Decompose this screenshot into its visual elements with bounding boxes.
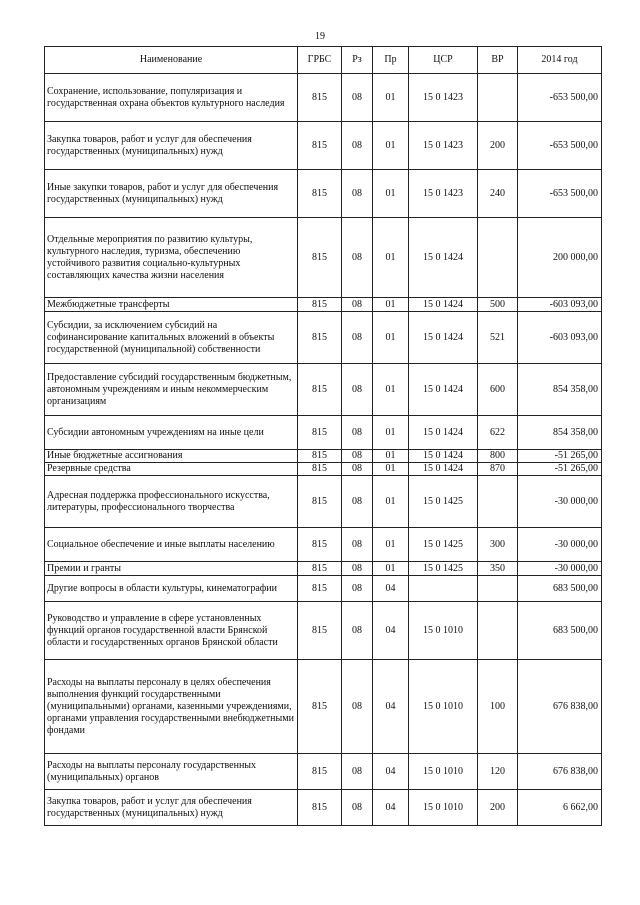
row-name: Руководство и управление в сфере установленных функций органов государственной власти Брянской области и государственных органов Брянской области <box>45 602 298 660</box>
row-vr: 350 <box>478 562 518 576</box>
table-row <box>45 660 602 754</box>
row-rz: 08 <box>342 450 373 463</box>
header-csr: ЦСР <box>409 47 478 74</box>
table-row <box>45 754 602 790</box>
row-vr <box>478 602 518 660</box>
row-csr: 15 0 1425 <box>409 528 478 562</box>
row-vr: 600 <box>478 364 518 416</box>
row-grbs: 815 <box>298 602 342 660</box>
row-rz: 08 <box>342 660 373 754</box>
row-amount: -30 000,00 <box>518 476 602 528</box>
row-name: Адресная поддержка профессионального искусства, литературы, профессионального творчества <box>45 476 298 528</box>
row-name: Премии и гранты <box>45 562 298 576</box>
row-grbs: 815 <box>298 312 342 364</box>
row-name: Закупка товаров, работ и услуг для обеспечения государственных (муниципальных) нужд <box>45 122 298 170</box>
row-vr <box>478 218 518 298</box>
row-vr <box>478 74 518 122</box>
row-grbs: 815 <box>298 528 342 562</box>
row-rz: 08 <box>342 122 373 170</box>
row-pr: 01 <box>373 74 409 122</box>
row-rz: 08 <box>342 790 373 826</box>
row-name: Другие вопросы в области культуры, кинематографии <box>45 576 298 602</box>
row-rz: 08 <box>342 463 373 476</box>
row-name: Резервные средства <box>45 463 298 476</box>
row-rz: 08 <box>342 364 373 416</box>
row-amount: -603 093,00 <box>518 298 602 312</box>
row-csr: 15 0 1424 <box>409 364 478 416</box>
table-row <box>45 74 602 122</box>
row-pr: 04 <box>373 602 409 660</box>
row-amount: -653 500,00 <box>518 122 602 170</box>
table-row <box>45 122 602 170</box>
row-csr: 15 0 1423 <box>409 74 478 122</box>
row-rz: 08 <box>342 298 373 312</box>
row-vr: 200 <box>478 122 518 170</box>
header-name: Наименование <box>45 47 298 74</box>
row-rz: 08 <box>342 754 373 790</box>
row-csr: 15 0 1424 <box>409 312 478 364</box>
row-grbs: 815 <box>298 463 342 476</box>
header-pr: Пр <box>373 47 409 74</box>
row-vr: 300 <box>478 528 518 562</box>
table-row <box>45 602 602 660</box>
row-amount: -653 500,00 <box>518 170 602 218</box>
row-rz: 08 <box>342 218 373 298</box>
table-row <box>45 170 602 218</box>
table-row <box>45 463 602 476</box>
row-csr: 15 0 1424 <box>409 298 478 312</box>
row-name: Иные закупки товаров, работ и услуг для обеспечения государственных (муниципальных) нужд <box>45 170 298 218</box>
row-amount: -30 000,00 <box>518 528 602 562</box>
row-amount: 6 662,00 <box>518 790 602 826</box>
row-csr <box>409 576 478 602</box>
row-amount: -51 265,00 <box>518 450 602 463</box>
row-grbs: 815 <box>298 562 342 576</box>
row-amount: 683 500,00 <box>518 602 602 660</box>
row-vr: 240 <box>478 170 518 218</box>
row-grbs: 815 <box>298 416 342 450</box>
row-grbs: 815 <box>298 576 342 602</box>
row-amount: 683 500,00 <box>518 576 602 602</box>
row-vr <box>478 476 518 528</box>
row-rz: 08 <box>342 416 373 450</box>
row-grbs: 815 <box>298 660 342 754</box>
row-amount: 854 358,00 <box>518 364 602 416</box>
row-csr: 15 0 1424 <box>409 416 478 450</box>
table-row <box>45 364 602 416</box>
row-pr: 01 <box>373 416 409 450</box>
row-vr: 200 <box>478 790 518 826</box>
row-csr: 15 0 1424 <box>409 218 478 298</box>
row-csr: 15 0 1423 <box>409 170 478 218</box>
row-amount: 200 000,00 <box>518 218 602 298</box>
row-grbs: 815 <box>298 122 342 170</box>
row-rz: 08 <box>342 528 373 562</box>
row-vr <box>478 576 518 602</box>
header-vr: ВР <box>478 47 518 74</box>
header-rz: Рз <box>342 47 373 74</box>
row-name: Сохранение, использование, популяризация и государственная охрана объектов культурного наследия <box>45 74 298 122</box>
row-rz: 08 <box>342 576 373 602</box>
table-row <box>45 312 602 364</box>
row-csr: 15 0 1424 <box>409 450 478 463</box>
row-amount: 676 838,00 <box>518 660 602 754</box>
table-row <box>45 476 602 528</box>
row-rz: 08 <box>342 476 373 528</box>
row-csr: 15 0 1010 <box>409 754 478 790</box>
row-vr: 800 <box>478 450 518 463</box>
row-grbs: 815 <box>298 298 342 312</box>
page-number: 19 <box>315 31 325 42</box>
header-grbs: ГРБС <box>298 47 342 74</box>
row-pr: 01 <box>373 298 409 312</box>
row-rz: 08 <box>342 170 373 218</box>
row-vr: 100 <box>478 660 518 754</box>
row-rz: 08 <box>342 602 373 660</box>
row-vr: 521 <box>478 312 518 364</box>
row-name: Предоставление субсидий государственным бюджетным, автономным учреждениям и иным некоммерческим организациям <box>45 364 298 416</box>
row-grbs: 815 <box>298 476 342 528</box>
row-vr: 120 <box>478 754 518 790</box>
row-vr: 622 <box>478 416 518 450</box>
row-grbs: 815 <box>298 364 342 416</box>
row-csr: 15 0 1010 <box>409 660 478 754</box>
row-amount: -51 265,00 <box>518 463 602 476</box>
row-grbs: 815 <box>298 170 342 218</box>
row-pr: 04 <box>373 660 409 754</box>
row-pr: 01 <box>373 528 409 562</box>
row-name: Закупка товаров, работ и услуг для обеспечения государственных (муниципальных) нужд <box>45 790 298 826</box>
row-grbs: 815 <box>298 450 342 463</box>
row-pr: 04 <box>373 790 409 826</box>
row-grbs: 815 <box>298 754 342 790</box>
row-name: Отдельные мероприятия по развитию культуры, культурного наследия, туризма, обеспечению устойчивого развития социально-культурных составляющих качества жизни населения <box>45 218 298 298</box>
table-row <box>45 528 602 562</box>
row-csr: 15 0 1010 <box>409 602 478 660</box>
row-name: Межбюджетные трансферты <box>45 298 298 312</box>
table-row <box>45 218 602 298</box>
row-name: Расходы на выплаты персоналу в целях обеспечения выполнения функций государственными (муниципальными) органами, казенными учреждениями, органами управления государственными внебюджетными фондами <box>45 660 298 754</box>
row-pr: 04 <box>373 576 409 602</box>
table-row <box>45 298 602 312</box>
table-row <box>45 450 602 463</box>
row-pr: 01 <box>373 312 409 364</box>
row-pr: 01 <box>373 562 409 576</box>
row-amount: -30 000,00 <box>518 562 602 576</box>
table-header-row <box>45 47 602 74</box>
table-row <box>45 562 602 576</box>
row-amount: 854 358,00 <box>518 416 602 450</box>
row-amount: 676 838,00 <box>518 754 602 790</box>
row-csr: 15 0 1010 <box>409 790 478 826</box>
row-pr: 01 <box>373 170 409 218</box>
row-pr: 01 <box>373 450 409 463</box>
budget-table <box>44 46 602 826</box>
table-row <box>45 416 602 450</box>
row-pr: 01 <box>373 463 409 476</box>
table-row <box>45 576 602 602</box>
row-csr: 15 0 1424 <box>409 463 478 476</box>
row-amount: -653 500,00 <box>518 74 602 122</box>
table-row <box>45 790 602 826</box>
row-grbs: 815 <box>298 790 342 826</box>
row-name: Субсидии, за исключением субсидий на софинансирование капитальных вложений в объекты государственной (муниципальной) собственности <box>45 312 298 364</box>
row-csr: 15 0 1425 <box>409 476 478 528</box>
row-vr: 500 <box>478 298 518 312</box>
row-rz: 08 <box>342 312 373 364</box>
row-grbs: 815 <box>298 218 342 298</box>
row-vr: 870 <box>478 463 518 476</box>
row-pr: 04 <box>373 754 409 790</box>
row-pr: 01 <box>373 364 409 416</box>
row-csr: 15 0 1425 <box>409 562 478 576</box>
row-pr: 01 <box>373 218 409 298</box>
header-year: 2014 год <box>518 47 602 74</box>
row-name: Иные бюджетные ассигнования <box>45 450 298 463</box>
row-pr: 01 <box>373 476 409 528</box>
row-amount: -603 093,00 <box>518 312 602 364</box>
row-name: Субсидии автономным учреждениям на иные цели <box>45 416 298 450</box>
row-grbs: 815 <box>298 74 342 122</box>
row-pr: 01 <box>373 122 409 170</box>
row-name: Расходы на выплаты персоналу государственных (муниципальных) органов <box>45 754 298 790</box>
row-name: Социальное обеспечение и иные выплаты населению <box>45 528 298 562</box>
row-rz: 08 <box>342 74 373 122</box>
row-rz: 08 <box>342 562 373 576</box>
row-csr: 15 0 1423 <box>409 122 478 170</box>
